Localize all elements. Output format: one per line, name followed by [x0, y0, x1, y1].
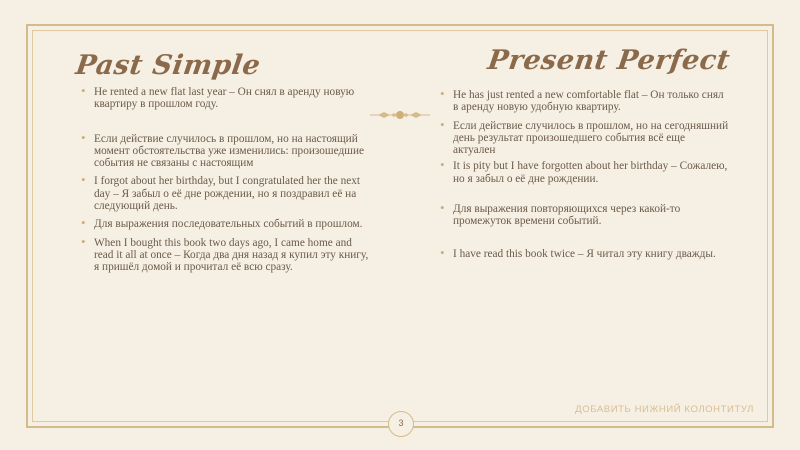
list-item — [81, 129, 371, 170]
list-item-text: When I bought this book two days ago, I came home and read it all at once – Когда два дня назад я купил эту книгу, я пришёл домой и прочитал её всю сразу. — [94, 236, 369, 274]
list-item-text: I have read this book twice – Я читал эту книгу дважды. — [453, 247, 716, 260]
bullet-icon: • — [81, 172, 86, 188]
list-item — [440, 200, 730, 228]
bullet-icon: • — [81, 129, 86, 145]
list-item-text: It is pity but I have forgotten about her birthday – Сожалею, но я забыл о её дне рождении. — [453, 160, 728, 185]
bullet-icon: • — [440, 157, 445, 173]
list-item-text: Для выражения повторяющихся через какой-то промежуток времени событий. — [453, 203, 681, 228]
list-item-empty — [440, 187, 730, 203]
list-item-text: Если действие случилось в прошлом, но на сегодняшний день результат произошедшего события всё еще актуален — [453, 119, 729, 157]
bullet-icon: • — [440, 200, 445, 216]
list-item — [440, 116, 730, 157]
list-item — [81, 215, 371, 231]
bullet-icon: • — [81, 233, 86, 249]
list-item — [81, 83, 371, 111]
page-number: 3 — [388, 411, 414, 437]
list-item-empty — [81, 113, 371, 133]
list-item — [440, 86, 730, 114]
list-item-text: Для выражения последовательных событий в прошлом. — [94, 218, 363, 231]
list-item-empty — [440, 230, 730, 248]
bullet-icon: • — [440, 86, 445, 101]
list-item-text: He has just rented a new comfortable flat – Он только снял в аренду новую удобную квартиру. — [453, 89, 724, 114]
list-item — [81, 233, 371, 274]
bullet-icon: • — [81, 83, 86, 98]
ornament-divider-icon — [370, 108, 430, 122]
list-item — [440, 157, 730, 185]
bullet-icon: • — [81, 215, 86, 231]
past-simple-list — [81, 83, 371, 274]
list-item-text: Если действие случилось в прошлом, но на настоящий момент обстоятельства уже изменились: произошедшие события не связаны с настоящим — [94, 132, 365, 170]
list-item-text: I forgot about her birthday, but I congratulated her the next day – Я забыл о её дне рождении, но я поздравил её на следующий день. — [94, 175, 361, 213]
present-perfect-list — [440, 86, 730, 260]
list-item-text: He rented a new flat last year – Он снял в аренду новую квартиру в прошлом году. — [94, 86, 355, 111]
bullet-icon: • — [440, 244, 445, 260]
title-present-perfect: Present Perfect — [485, 45, 732, 76]
title-past-simple: Past Simple — [73, 50, 263, 81]
bullet-icon: • — [440, 116, 445, 132]
footer-text[interactable]: ДОБАВИТЬ НИЖНИЙ КОЛОНТИТУЛ — [575, 404, 754, 415]
list-item — [440, 244, 730, 260]
list-item — [81, 172, 371, 213]
